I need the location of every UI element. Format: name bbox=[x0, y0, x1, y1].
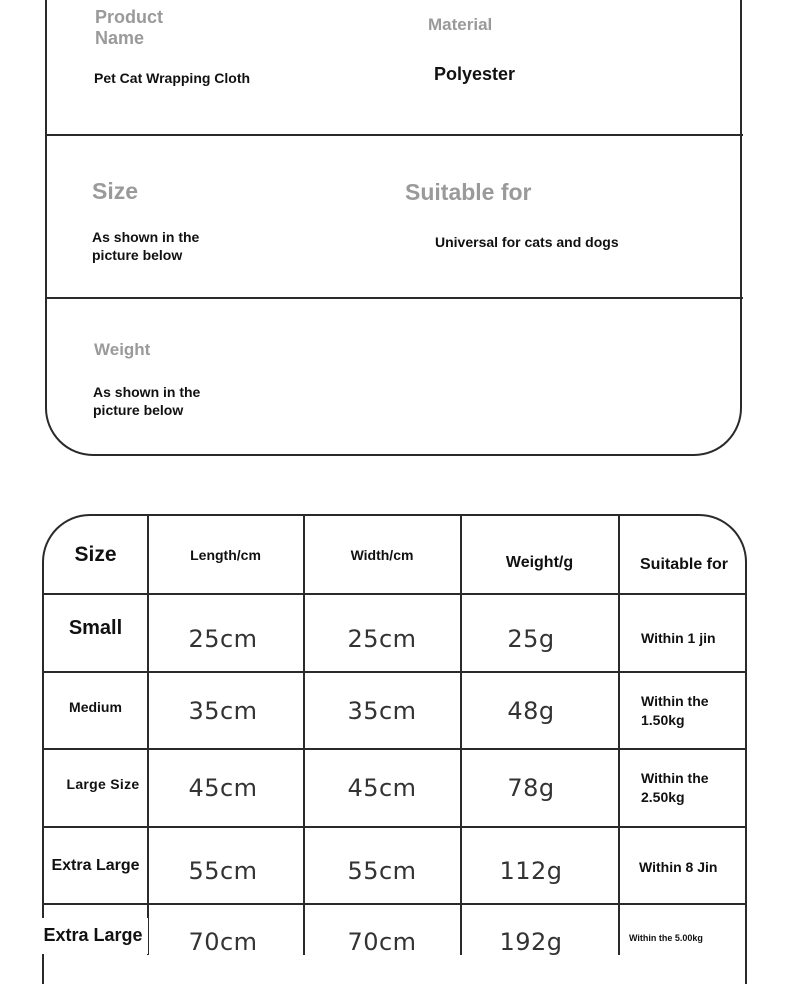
spec-divider bbox=[46, 297, 743, 299]
weight-cell: 25g bbox=[507, 624, 555, 653]
header-size: Size bbox=[74, 542, 117, 566]
spec-divider bbox=[46, 134, 743, 136]
suitable-cell: Within 1 jin bbox=[641, 629, 716, 646]
length-cell: 45cm bbox=[188, 773, 258, 802]
length-cell: 70cm bbox=[188, 928, 258, 956]
width-cell: 55cm bbox=[347, 856, 417, 885]
size-cell: Extra Large bbox=[43, 924, 143, 945]
size-cell: Small bbox=[68, 617, 123, 639]
size-cell: Medium bbox=[69, 699, 122, 715]
size-cell: Extra Large bbox=[51, 856, 140, 874]
suitable-value: Universal for cats and dogs bbox=[435, 234, 619, 250]
header-weight: Weight/g bbox=[505, 553, 574, 571]
size-cell: Large Size bbox=[66, 776, 140, 792]
suitable-cell: Within the 5.00kg bbox=[629, 933, 703, 944]
width-cell: 25cm bbox=[347, 624, 417, 653]
size-label: Size bbox=[92, 178, 139, 204]
material-label: Material bbox=[428, 15, 493, 34]
header-length: Length/cm bbox=[190, 546, 261, 563]
weight-value: As shown in the picture below bbox=[93, 384, 201, 419]
material-value: Polyester bbox=[434, 64, 516, 84]
weight-cell: 48g bbox=[507, 696, 555, 725]
length-cell: 35cm bbox=[188, 696, 258, 725]
column-divider bbox=[618, 515, 620, 955]
length-cell: 25cm bbox=[188, 624, 258, 653]
suitable-cell: Within the 1.50kg bbox=[641, 693, 709, 728]
weight-cell: 192g bbox=[499, 928, 563, 956]
header-width: Width/cm bbox=[350, 546, 414, 563]
width-cell: 70cm bbox=[347, 928, 417, 956]
suitable-label: Suitable for bbox=[405, 179, 532, 205]
header-suitable: Suitable for bbox=[640, 555, 729, 573]
product-name-value: Pet Cat Wrapping Cloth bbox=[94, 70, 251, 86]
width-cell: 45cm bbox=[347, 773, 417, 802]
product-name-label: Product Name bbox=[95, 7, 164, 48]
suitable-cell: Within the 2.50kg bbox=[641, 770, 709, 805]
width-cell: 35cm bbox=[347, 696, 417, 725]
weight-cell: 78g bbox=[507, 773, 555, 802]
suitable-cell: Within 8 Jin bbox=[639, 859, 718, 876]
size-value: As shown in the picture below bbox=[92, 229, 200, 264]
weight-cell: 112g bbox=[499, 856, 563, 885]
row-divider bbox=[43, 826, 746, 828]
weight-label: Weight bbox=[94, 340, 151, 359]
length-cell: 55cm bbox=[188, 856, 258, 885]
